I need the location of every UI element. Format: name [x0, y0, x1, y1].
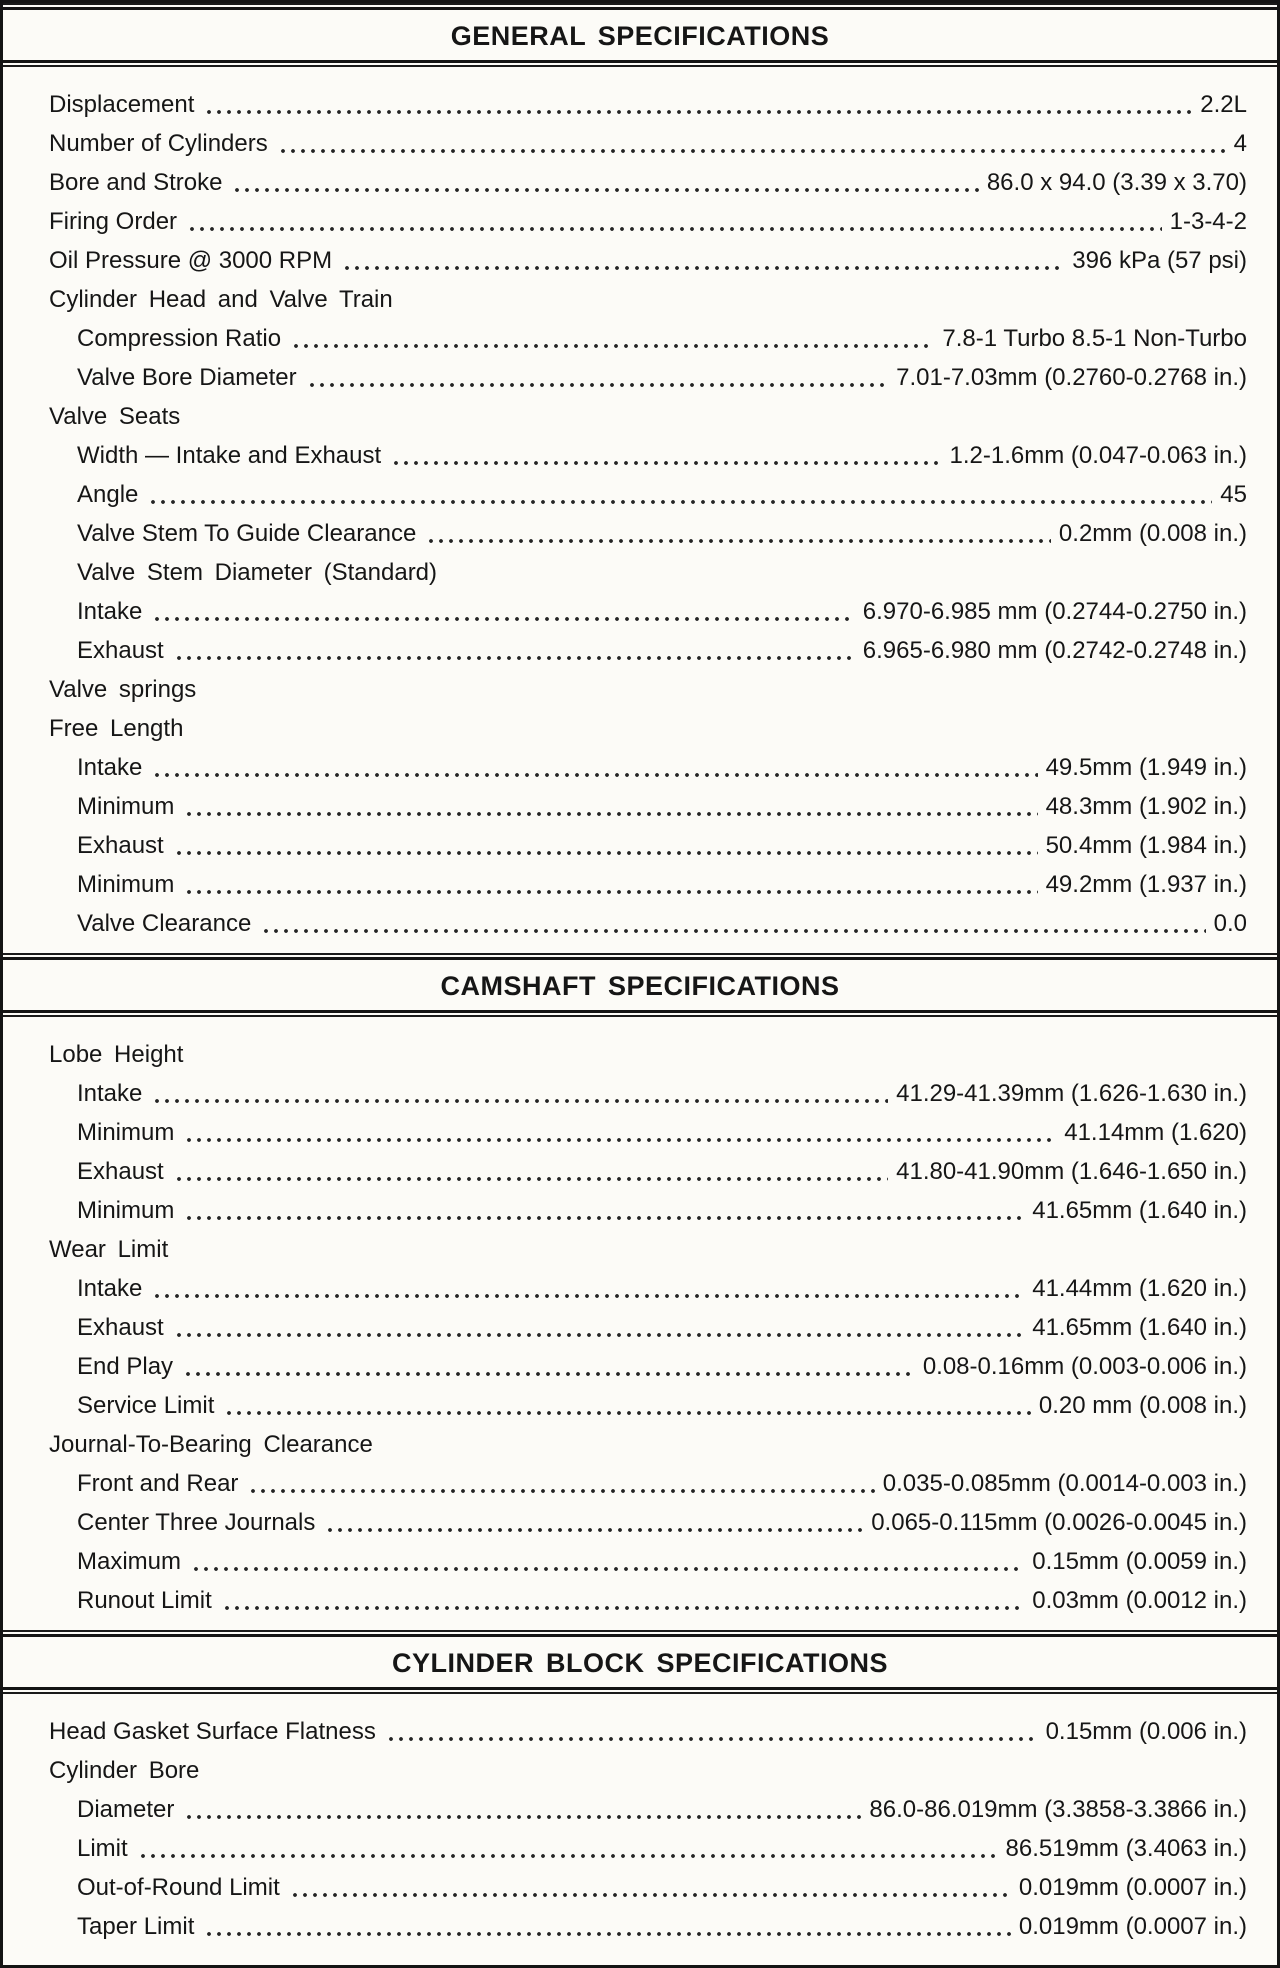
spec-row	[3, 1308, 1277, 1347]
spec-row	[3, 124, 1277, 163]
dotted-leader	[248, 1464, 874, 1503]
spec-label: Intake	[77, 1275, 143, 1302]
spec-label: Cylinder Head and Valve Train	[49, 286, 393, 313]
spec-value: 50.4mm (1.984 in.)	[1045, 832, 1247, 859]
spec-label: Center Three Journals	[77, 1509, 316, 1536]
spec-label: Minimum	[77, 1197, 175, 1224]
section-title: CYLINDER BLOCK SPECIFICATIONS	[391, 1648, 888, 1678]
spec-value: 45	[1220, 481, 1247, 508]
spec-label: Minimum	[77, 871, 175, 898]
spec-label: Valve Bore Diameter	[77, 364, 297, 391]
dotted-leader	[184, 787, 1037, 826]
spec-value: 41.29-41.39mm (1.626-1.630 in.)	[896, 1080, 1247, 1107]
section-header	[3, 7, 1277, 63]
dotted-leader	[184, 1191, 1024, 1230]
spec-group-heading	[3, 1425, 1277, 1464]
dotted-leader	[291, 319, 934, 358]
spec-label: Width — Intake and Exhaust	[77, 442, 382, 469]
dotted-leader	[152, 1269, 1024, 1308]
spec-label: End Play	[77, 1353, 174, 1380]
spec-value: 0.019mm (0.0007 in.)	[1018, 1913, 1247, 1940]
spec-value: 6.970-6.985 mm (0.2744-0.2750 in.)	[862, 598, 1247, 625]
spec-label: Minimum	[77, 793, 175, 820]
spec-value: 0.019mm (0.0007 in.)	[1018, 1874, 1247, 1901]
section-title: CAMSHAFT SPECIFICATIONS	[440, 971, 840, 1001]
spec-row	[3, 1907, 1277, 1946]
spec-row	[3, 1829, 1277, 1868]
spec-row	[3, 787, 1277, 826]
section-header	[3, 1634, 1277, 1690]
spec-label: Cylinder Bore	[49, 1757, 200, 1784]
dotted-leader	[174, 826, 1038, 865]
spec-label: Valve springs	[49, 676, 197, 703]
dotted-leader	[386, 1712, 1038, 1751]
dotted-leader	[232, 163, 978, 202]
spec-value: 41.14mm (1.620)	[1064, 1119, 1247, 1146]
spec-row	[3, 1152, 1277, 1191]
spec-row	[3, 904, 1277, 943]
spec-group-heading	[3, 709, 1277, 748]
dotted-leader	[152, 592, 854, 631]
spec-label: Journal-To-Bearing Clearance	[49, 1431, 373, 1458]
spec-value: 86.0 x 94.0 (3.39 x 3.70)	[986, 169, 1247, 196]
spec-row	[3, 631, 1277, 670]
spec-label: Displacement	[49, 91, 195, 118]
spec-label: Head Gasket Surface Flatness	[49, 1718, 376, 1745]
spec-label: Maximum	[77, 1548, 182, 1575]
spec-label: Wear Limit	[49, 1236, 169, 1263]
spec-value: 49.2mm (1.937 in.)	[1045, 871, 1247, 898]
spec-row	[3, 1386, 1277, 1425]
spec-label: Out-of-Round Limit	[77, 1874, 280, 1901]
spec-label: Bore and Stroke	[49, 169, 223, 196]
spec-label: Intake	[77, 754, 143, 781]
spec-value: 41.65mm (1.640 in.)	[1032, 1197, 1247, 1224]
spec-section	[3, 957, 1277, 1634]
spec-group-heading	[3, 1230, 1277, 1269]
spec-label: Oil Pressure @ 3000 RPM	[49, 247, 333, 274]
spec-row	[3, 241, 1277, 280]
spec-value: 86.0-86.019mm (3.3858-3.3866 in.)	[869, 1796, 1247, 1823]
spec-row	[3, 748, 1277, 787]
spec-value: 0.2mm (0.008 in.)	[1058, 520, 1247, 547]
dotted-leader	[325, 1503, 863, 1542]
spec-group-heading	[3, 397, 1277, 436]
spec-value: 41.65mm (1.640 in.)	[1032, 1314, 1247, 1341]
spec-value: 0.035-0.085mm (0.0014-0.003 in.)	[882, 1470, 1247, 1497]
spec-row	[3, 1191, 1277, 1230]
spec-row	[3, 1868, 1277, 1907]
spec-label: Exhaust	[77, 832, 164, 859]
spec-value: 41.80-41.90mm (1.646-1.650 in.)	[896, 1158, 1247, 1185]
spec-row	[3, 436, 1277, 475]
spec-group-heading	[3, 280, 1277, 319]
spec-value: 0.0	[1213, 910, 1247, 937]
spec-label: Intake	[77, 598, 143, 625]
spec-row	[3, 319, 1277, 358]
spec-label: Valve Clearance	[77, 910, 252, 937]
spec-row	[3, 1074, 1277, 1113]
spec-group-heading	[3, 1751, 1277, 1790]
spec-row	[3, 358, 1277, 397]
dotted-leader	[342, 241, 1064, 280]
dotted-leader	[138, 1829, 998, 1868]
dotted-leader	[184, 1790, 861, 1829]
dotted-leader	[290, 1868, 1011, 1907]
spec-label: Diameter	[77, 1796, 175, 1823]
spec-value: 0.065-0.115mm (0.0026-0.0045 in.)	[871, 1509, 1247, 1536]
spec-row	[3, 1269, 1277, 1308]
dotted-leader	[183, 1347, 915, 1386]
spec-value: 4	[1233, 130, 1247, 157]
dotted-leader	[261, 904, 1205, 943]
section-body	[3, 1702, 1277, 1960]
spec-label: Angle	[77, 481, 139, 508]
dotted-leader	[224, 1386, 1031, 1425]
spec-row	[3, 1581, 1277, 1620]
spec-group-heading	[3, 670, 1277, 709]
dotted-leader	[184, 1113, 1056, 1152]
spec-label: Exhaust	[77, 1314, 164, 1341]
dotted-leader	[174, 1308, 1025, 1347]
spec-row	[3, 865, 1277, 904]
spec-label: Compression Ratio	[77, 325, 282, 352]
spec-value: 48.3mm (1.902 in.)	[1045, 793, 1247, 820]
spec-value: 41.44mm (1.620 in.)	[1032, 1275, 1247, 1302]
section-body	[3, 75, 1277, 957]
spec-value: 86.519mm (3.4063 in.)	[1005, 1835, 1247, 1862]
dotted-leader	[426, 514, 1051, 553]
spec-label: Runout Limit	[77, 1587, 212, 1614]
spec-label: Exhaust	[77, 1158, 164, 1185]
spec-row	[3, 826, 1277, 865]
spec-value: 0.03mm (0.0012 in.)	[1032, 1587, 1247, 1614]
spec-row	[3, 163, 1277, 202]
dotted-leader	[174, 631, 855, 670]
spec-value: 6.965-6.980 mm (0.2742-0.2748 in.)	[862, 637, 1247, 664]
spec-row	[3, 1113, 1277, 1152]
spec-value: 1.2-1.6mm (0.047-0.063 in.)	[949, 442, 1247, 469]
spec-group-heading	[3, 1035, 1277, 1074]
spec-label: Number of Cylinders	[49, 130, 268, 157]
dotted-leader	[187, 202, 1162, 241]
spec-value: 0.20 mm (0.008 in.)	[1038, 1392, 1247, 1419]
spec-row	[3, 85, 1277, 124]
spec-section	[3, 7, 1277, 957]
dotted-leader	[174, 1152, 888, 1191]
spec-label: Valve Seats	[49, 403, 181, 430]
spec-row	[3, 514, 1277, 553]
spec-section	[3, 1634, 1277, 1960]
dotted-leader	[204, 85, 1192, 124]
dotted-leader	[152, 1074, 888, 1113]
spec-row	[3, 1503, 1277, 1542]
spec-label: Service Limit	[77, 1392, 215, 1419]
spec-row	[3, 1790, 1277, 1829]
section-title: GENERAL SPECIFICATIONS	[450, 21, 830, 51]
dotted-leader	[152, 748, 1037, 787]
section-header	[3, 957, 1277, 1013]
spec-value: 1-3-4-2	[1169, 208, 1247, 235]
dotted-leader	[222, 1581, 1024, 1620]
spec-value: 0.15mm (0.006 in.)	[1045, 1718, 1247, 1745]
section-body	[3, 1025, 1277, 1634]
spec-label: Intake	[77, 1080, 143, 1107]
spec-label: Firing Order	[49, 208, 178, 235]
spec-row	[3, 475, 1277, 514]
spec-label: Valve Stem Diameter (Standard)	[77, 559, 438, 586]
spec-group-heading	[3, 553, 1277, 592]
spec-row	[3, 592, 1277, 631]
spec-label: Taper Limit	[77, 1913, 195, 1940]
spec-label: Lobe Height	[49, 1041, 184, 1068]
spec-label: Free Length	[49, 715, 184, 742]
dotted-leader	[191, 1542, 1024, 1581]
dotted-leader	[278, 124, 1226, 163]
spec-label: Valve Stem To Guide Clearance	[77, 520, 417, 547]
dotted-leader	[307, 358, 888, 397]
spec-row	[3, 202, 1277, 241]
spec-label: Minimum	[77, 1119, 175, 1146]
spec-label: Exhaust	[77, 637, 164, 664]
spec-value: 396 kPa (57 psi)	[1072, 247, 1247, 274]
spec-value: 49.5mm (1.949 in.)	[1045, 754, 1247, 781]
spec-label: Limit	[77, 1835, 128, 1862]
spec-value: 7.8-1 Turbo 8.5-1 Non-Turbo	[942, 325, 1247, 352]
dotted-leader	[148, 475, 1212, 514]
spec-row	[3, 1542, 1277, 1581]
dotted-leader	[184, 865, 1037, 904]
spec-value: 0.15mm (0.0059 in.)	[1032, 1548, 1247, 1575]
spec-value: 2.2L	[1200, 91, 1247, 118]
spec-value: 0.08-0.16mm (0.003-0.006 in.)	[922, 1353, 1247, 1380]
spec-label: Front and Rear	[77, 1470, 239, 1497]
spec-row	[3, 1712, 1277, 1751]
spec-value: 7.01-7.03mm (0.2760-0.2768 in.)	[896, 364, 1247, 391]
dotted-leader	[204, 1907, 1011, 1946]
spec-row	[3, 1347, 1277, 1386]
dotted-leader	[391, 436, 941, 475]
spec-row	[3, 1464, 1277, 1503]
